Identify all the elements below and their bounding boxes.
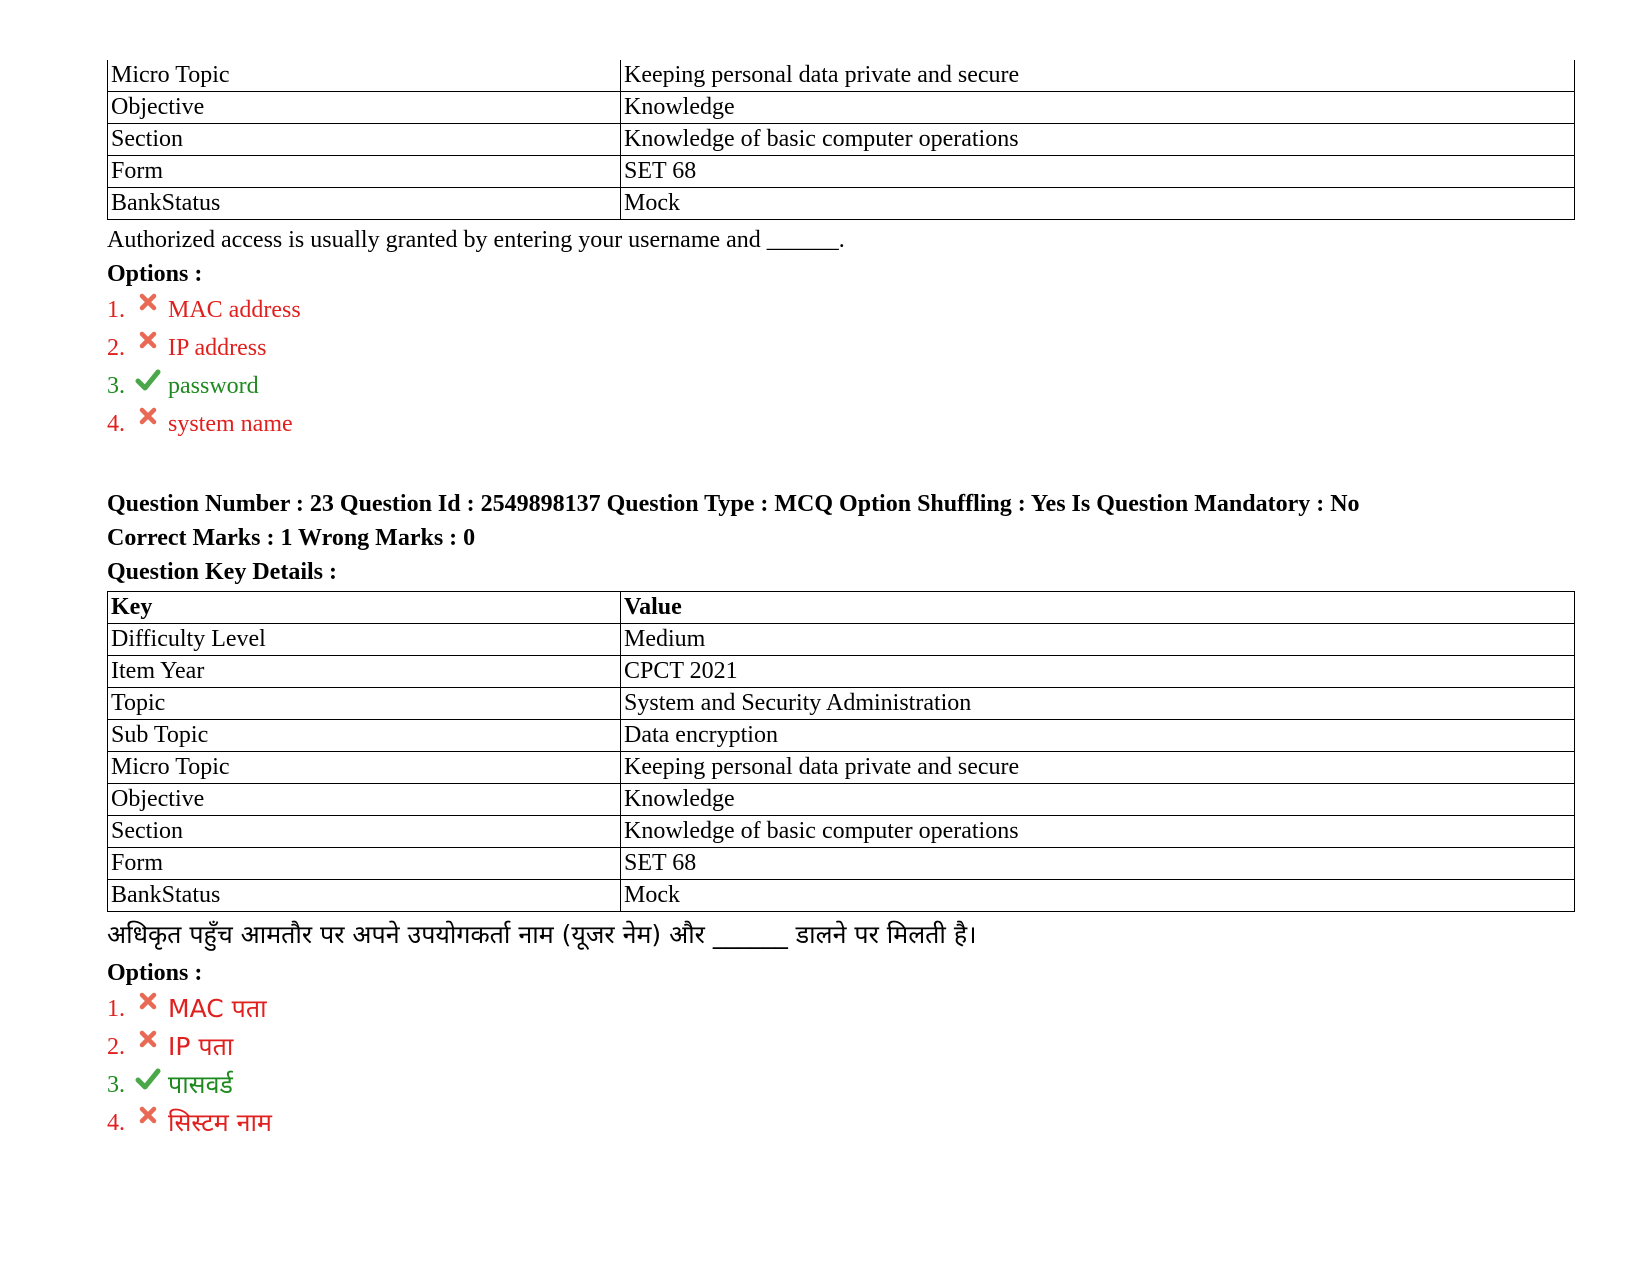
option-number: 3. <box>107 1072 125 1098</box>
checkmark-icon <box>134 1068 162 1092</box>
option-number: 2. <box>107 1034 125 1060</box>
value-cell: SET 68 <box>621 156 1575 188</box>
option-text: password <box>168 373 259 399</box>
table-row <box>108 124 1575 156</box>
option-text: पासवर्ड <box>168 1070 233 1099</box>
checkmark-icon <box>134 369 162 393</box>
option-item <box>107 1028 1575 1066</box>
table-row <box>108 156 1575 188</box>
key-cell: Item Year <box>108 656 621 688</box>
table-row <box>108 848 1575 880</box>
value-cell: Knowledge <box>621 92 1575 124</box>
table-row <box>108 752 1575 784</box>
value-cell: Keeping personal data private and secure <box>621 752 1575 784</box>
table-row <box>108 624 1575 656</box>
cross-icon <box>134 1030 162 1054</box>
key-cell: Micro Topic <box>108 752 621 784</box>
question-header: Question Number : 23 Question Id : 2549898137 Question Type : MCQ Option Shuffling : Yes Is Question Mandatory : No <box>107 491 1360 517</box>
question-23-text: अधिकृत पहुँच आमतौर पर अपने उपयोगकर्ता नाम (यूजर नेम) और ______ डालने पर मिलती है। <box>107 920 977 949</box>
key-cell: Difficulty Level <box>108 624 621 656</box>
key-details-label: Question Key Details : <box>107 559 337 585</box>
option-item <box>107 990 1575 1028</box>
key-cell: Form <box>108 156 621 188</box>
value-cell: CPCT 2021 <box>621 656 1575 688</box>
option-item <box>107 1066 1575 1104</box>
table-row <box>108 688 1575 720</box>
value-cell: Mock <box>621 880 1575 912</box>
value-cell: Medium <box>621 624 1575 656</box>
value-cell: Knowledge <box>621 784 1575 816</box>
options-label: Options : <box>107 960 203 986</box>
value-cell: Knowledge of basic computer operations <box>621 816 1575 848</box>
options-label: Options : <box>107 261 203 287</box>
cross-icon <box>134 992 162 1016</box>
option-text: system name <box>168 411 293 437</box>
table-row <box>108 784 1575 816</box>
table-row <box>108 92 1575 124</box>
cross-icon <box>134 407 162 431</box>
option-text: IP पता <box>168 1032 234 1061</box>
value-header: Value <box>621 592 1575 624</box>
option-number: 3. <box>107 373 125 399</box>
option-item <box>107 291 1575 329</box>
value-cell: Mock <box>621 188 1575 220</box>
value-cell: Data encryption <box>621 720 1575 752</box>
key-cell: Micro Topic <box>108 60 621 92</box>
key-header: Key <box>108 592 621 624</box>
table-row <box>108 816 1575 848</box>
option-item <box>107 1104 1575 1142</box>
option-item <box>107 405 1575 443</box>
table-row <box>108 60 1575 92</box>
option-item <box>107 367 1575 405</box>
option-text: MAC पता <box>168 994 267 1023</box>
key-cell: Objective <box>108 92 621 124</box>
table-row <box>108 720 1575 752</box>
key-cell: Section <box>108 124 621 156</box>
key-cell: Section <box>108 816 621 848</box>
option-number: 4. <box>107 1110 125 1136</box>
table-row <box>108 880 1575 912</box>
cross-icon <box>134 331 162 355</box>
key-cell: BankStatus <box>108 188 621 220</box>
table-header-row <box>108 592 1575 624</box>
table-row <box>108 656 1575 688</box>
key-cell: Sub Topic <box>108 720 621 752</box>
question-22-options <box>107 291 1575 443</box>
value-cell: SET 68 <box>621 848 1575 880</box>
document-page <box>107 60 1575 1142</box>
option-text: सिस्टम नाम <box>168 1108 272 1137</box>
question-22-text: Authorized access is usually granted by entering your username and ______. <box>107 227 845 253</box>
key-cell: Objective <box>108 784 621 816</box>
option-number: 1. <box>107 996 125 1022</box>
marks-line: Correct Marks : 1 Wrong Marks : 0 <box>107 525 476 551</box>
option-number: 2. <box>107 335 125 361</box>
key-cell: BankStatus <box>108 880 621 912</box>
table-row <box>108 188 1575 220</box>
option-text: MAC address <box>168 297 301 323</box>
option-number: 1. <box>107 297 125 323</box>
option-number: 4. <box>107 411 125 437</box>
question-22-key-table <box>107 60 1575 220</box>
key-cell: Form <box>108 848 621 880</box>
cross-icon <box>134 293 162 317</box>
value-cell: System and Security Administration <box>621 688 1575 720</box>
question-23-options <box>107 990 1575 1142</box>
value-cell: Keeping personal data private and secure <box>621 60 1575 92</box>
key-cell: Topic <box>108 688 621 720</box>
question-23-key-table <box>107 591 1575 912</box>
option-item <box>107 329 1575 367</box>
value-cell: Knowledge of basic computer operations <box>621 124 1575 156</box>
question-23-meta <box>107 487 1575 589</box>
option-text: IP address <box>168 335 267 361</box>
cross-icon <box>134 1106 162 1130</box>
